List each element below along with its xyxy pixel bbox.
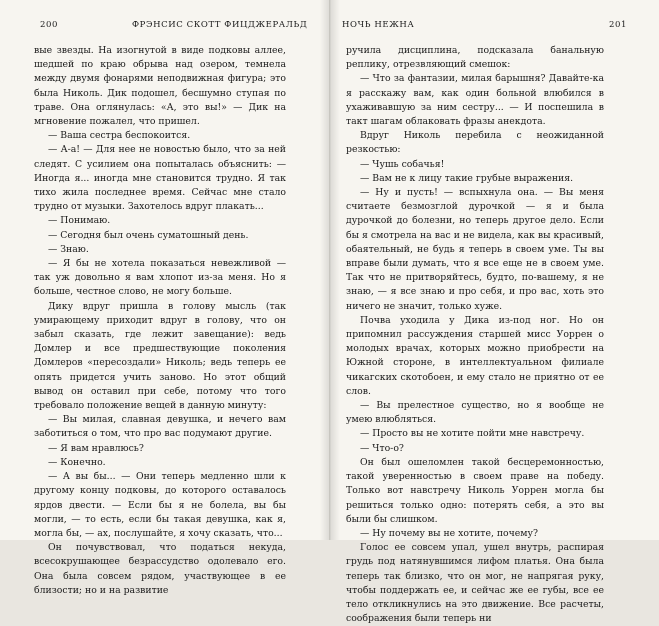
page-body-text [34,44,286,598]
page-body-text [346,44,604,626]
paragraph: Он почувствовал, что податься некуда, всесокрушающее безрассудство одолевало его. Она была совсем рядом, участвующее в ее близости; но и на развитие [34,542,286,596]
paragraph: Почва уходила у Дика из-под ног. Но он припомнил рассуждения старшей мисс Уоррен о молодых врачах, которых можно приобрести на Южной стороне, в интеллектуальном филиале чикагских скотобоен, и ему стало не приятно от ее слов. [346,314,604,397]
paragraph: — Вам не к лицу такие грубые выражения. [360,172,574,184]
paragraph: — Ваша сестра беспокоится. [48,130,191,142]
paragraph: — Понимаю. [48,215,111,227]
running-header: ФРЭНСИС СКОТТ ФИЦДЖЕРАЛЬД [132,20,308,30]
left-page [0,0,329,596]
paragraph: — Вы прелестное существо, но я вообще не умею влюбляться. [346,400,604,426]
paragraph: — Вы милая, славная девушка, и нечего вам заботиться о том, что про вас подумают другие. [34,414,286,440]
paragraph: — Ну почему вы не хотите, почему? [360,527,538,539]
paragraph: Он был ошеломлен такой бесцеремонностью, такой уверенностью в своем праве на победу. Только вот навстречу Николь Уоррен могла бы решиться только одно: потерять себя, а это вы были бы слишком. [346,456,604,525]
page-number: 201 [609,20,628,30]
paragraph: — Я вам нравлюсь? [48,442,144,454]
paragraph: — Конечно. [48,456,106,468]
right-page [330,0,659,625]
paragraph: — Ну и пусть! — вспыхнула она. — Вы меня считаете безмозглой дурочкой — я и была дурочкой до болезни, но теперь другое дело. Если бы я смотрела на вас и не видела, как вы красивый, обаятельный, не будь я теперь в своем уме. Ты вы вправе были думать, что я все еще не в своем уме. Так что не притворяйтесь, будто, по-вашему, я не знаю, — я все знаю и про себя, и про вас, хоть это ничего не значит, только хуже. [346,187,604,312]
paragraph: — Знаю. [48,243,89,255]
paragraph: Голос ее совсем упал, ушел внутрь, распирая грудь под натянувшимся лифом платья. Она была теперь так близко, что он мог, не напрягая руку, чтобы поддержать ее, и сейчас же ее губы, все ее тело откликнулись на это движение. Все расчеты, соображения были теперь ни [346,542,604,625]
page-number: 200 [40,20,59,30]
paragraph: — Сегодня был очень суматошный день. [48,229,249,241]
running-header: НОЧЬ НЕЖНА [342,20,415,30]
paragraph: вые звезды. На изогнутой в виде подковы аллее, шедшей по краю обрыва над озером, темнела между двумя фонарями неподвижная фигура; это была Николь. Дик подошел, бесшумно ступая по траве. Она оглянулась: «А, это вы!» — Дик на мгновение пожалел, что пришел. [34,45,286,128]
paragraph: ручила дисциплина, подсказала банальную реплику, отрезвляющий смешок: [346,45,604,71]
paragraph: — А-а! — Для нее не новостью было, что за ней следят. С усилием она попыталась объяснить: — Иногда я... иногда мне становится трудно. Я так тихо жила последнее время. Сейчас мне стало трудно от музыки. Захотелось вдруг плакать... [34,144,286,213]
paragraph: — Я бы не хотела показаться невежливой — так уж довольно я вам хлопот из-за меня. Но я больше, честное слово, не могу больше. [34,258,286,298]
paragraph: Вдруг Николь перебила с неожиданной резкостью: [346,130,604,156]
paragraph: — Что за фантазии, милая барышня? Давайте-ка я расскажу вам, как один больной влюбился в ухаживавшую за ним сестру... — И поспешила в такт шагам облаковать фразы анекдота. [346,73,604,128]
paragraph: — А вы бы... — Они теперь медленно шли к другому концу подковы, до которого оставалось ярдов двести. — Если бы я не болела, вы бы могли, — то есть, если бы такая девушка, как я, могла бы, — ах, послушайте, я хочу сказать, что... [34,471,286,539]
paragraph: — Просто вы не хотите пойти мне навстречу. [360,428,585,440]
paragraph: — Что-о? [360,442,404,454]
paragraph: Дику вдруг пришла в голову мысль (так умирающему приходит вдруг в голову, что он забыл сказать, где лежит завещание): ведь Домлер и все предшествующие поколения Домлеров «пересоздали» Николь; ведь теперь ее опять придется учить заново. Но этот общий вывод он оставил при себе, потому что того требовало положение вещей в данную минуту: [34,300,286,412]
paragraph: — Чушь собачья! [360,158,445,170]
